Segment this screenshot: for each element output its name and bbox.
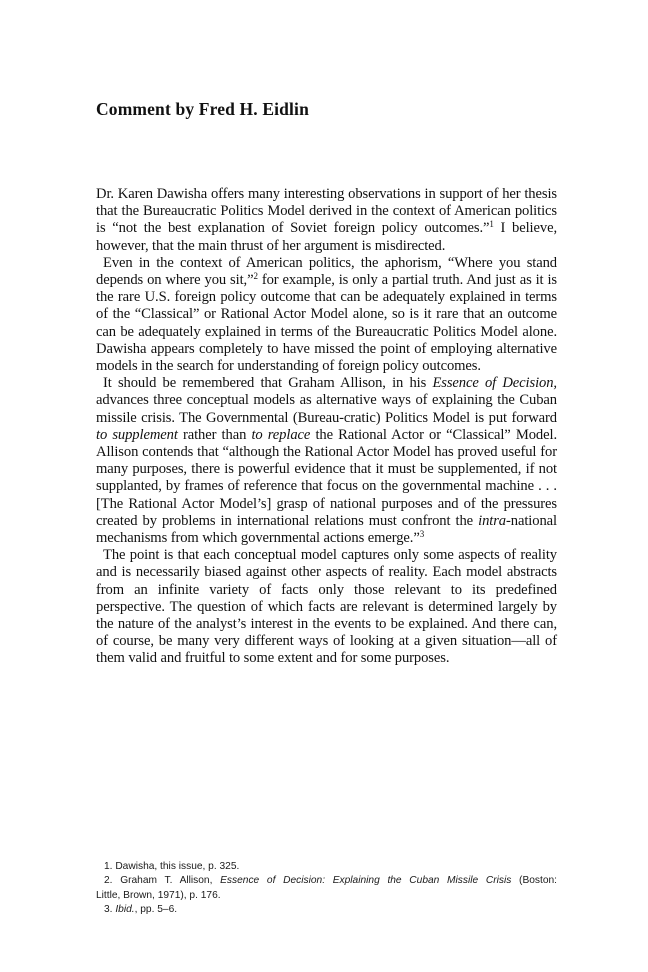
text-run: 3. [104,904,116,916]
text-run: It should be remembered that Graham Allison, in his [103,375,433,392]
footnote-3 [96,903,557,917]
footnote-2-continuation [96,889,557,903]
text-run: , pp. 5–6. [134,904,178,916]
text-run: rather than [177,426,252,443]
text-run: 1. Dawisha, this issue, p. 325. [104,861,240,872]
italic-text: intra [478,512,507,529]
text-run: Dr. Karen Dawisha offers many interesting observations in support of her thesis that the Bureaucratic Politics Model derived in the context of American politics is “not the best explanation of Soviet foreign policy outcomes.” [96,186,557,237]
footnote-marker: 1 [489,219,494,230]
italic-text: to replace [251,426,311,443]
italic-text: Essence of Decision: Explaining the Cuban Missile Crisis [220,875,512,887]
body-paragraph [96,186,557,255]
body-paragraph [96,255,557,375]
text-run: (Boston: [511,875,557,887]
text-run: Even in the context of American politics, the aphorism, “Where you stand depends on where you sit,” [96,254,557,289]
italic-text: Ibid. [115,904,135,916]
text-run: advances three conceptual models as alternative ways of explaining the Cuban missile crisis. The Governmental (Bureau-cratic) Politics Model is put forward [96,392,557,426]
text-run: Little, Brown, 1971), p. 176. [96,889,221,901]
comment-heading: Comment by Fred H. Eidlin [96,99,309,119]
text-run: -national mechanisms from which governmental actions emerge.” [96,512,557,547]
footnotes [96,860,557,918]
text-run: I believe, however, that the main thrust of her argument is misdirected. [96,220,557,254]
body-paragraph [96,375,557,547]
text-run: The point is that each conceptual model captures only some aspects of reality and is necessarily biased against other aspects of reality. Each model abstracts from an infinite variety of facts only those relevant to its predefined perspective. The question of which facts are relevant is determined largely by the nature of the analyst’s interest in the events to be explained. And there can, of course, be many very different ways of looking at a given situation—all of them valid and fruitful to some extent and for some purposes. [96,547,557,667]
italic-text: Essence of Decision, [432,375,557,392]
footnote-2 [96,874,557,888]
text-run: for example, is only a partial truth. And just as it is the rare U.S. foreign policy outcome that can be adequately explained in terms of the “Classical” or Rational Actor Model alone, so is it rare that an outcome can be adequately explained in terms of the Bureaucratic Politics Model alone. Dawisha appears completely to have missed the point of employing alternative models in the search for understanding of foreign policy outcomes. [96,272,557,375]
footnote-1 [96,860,557,874]
footnote-marker: 2 [253,271,258,282]
italic-text: to supplement [96,426,178,443]
article-body [96,186,557,668]
footnote-marker: 3 [419,529,425,540]
text-run: the Rational Actor or “Classical” Model. Allison contends that “although the Rational Actor Model has proved useful for many purposes, there is powerful evidence that it must be supplemented, if not supplanted, by frames of reference that focus on the governmental machine . . . [The Rational Actor Model’s] grasp of national purposes and of the pressures created by problems in international relations must confront the [96,426,558,529]
text-run: 2. Graham T. Allison, [104,875,221,887]
body-paragraph [96,547,557,667]
